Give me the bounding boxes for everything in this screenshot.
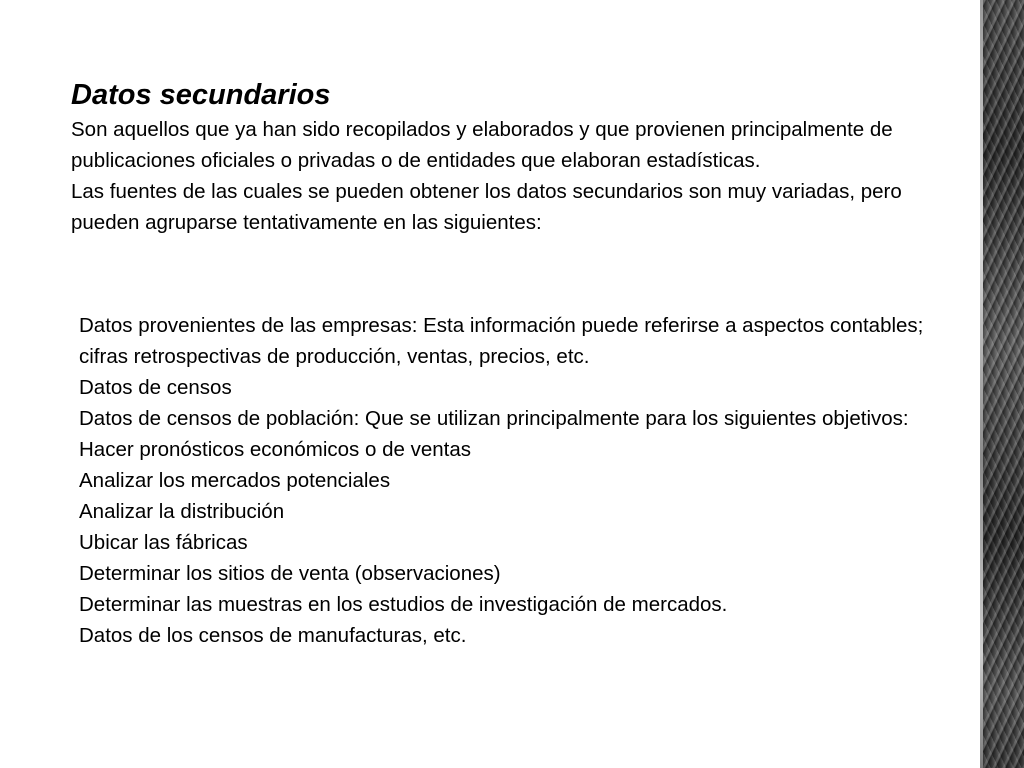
- slide-title: Datos secundarios: [71, 79, 331, 111]
- decorative-side-band: [980, 0, 1024, 768]
- list-item: Analizar los mercados potenciales: [79, 469, 391, 492]
- intro-section: [71, 76, 951, 238]
- list-item: Hacer pronósticos económicos o de ventas: [79, 438, 471, 461]
- intro-paragraph: Las fuentes de las cuales se pueden obtener los datos secundarios son muy variadas, pero pueden agruparse tentativamente en las siguientes:: [71, 180, 902, 234]
- list-item: Datos de los censos de manufacturas, etc.: [79, 624, 467, 647]
- intro-paragraph: Son aquellos que ya han sido recopilados y elaborados y que provienen principalmente de publicaciones oficiales o privadas o de entidades que elaboran estadísticas.: [71, 118, 893, 172]
- sources-list: [79, 310, 959, 651]
- side-band-texture: [983, 0, 1024, 768]
- list-item: Datos de censos: [79, 376, 232, 399]
- list-item: Datos provenientes de las empresas: Esta información puede referirse a aspectos contables; cifras retrospectivas de producción, ventas, precios, etc.: [79, 314, 924, 368]
- list-item: Ubicar las fábricas: [79, 531, 248, 554]
- list-item: Datos de censos de población: Que se utilizan principalmente para los siguientes objetivos:: [79, 407, 909, 430]
- list-item: Analizar la distribución: [79, 500, 285, 523]
- list-item: Determinar los sitios de venta (observaciones): [79, 562, 501, 585]
- list-item: Determinar las muestras en los estudios de investigación de mercados.: [79, 593, 728, 616]
